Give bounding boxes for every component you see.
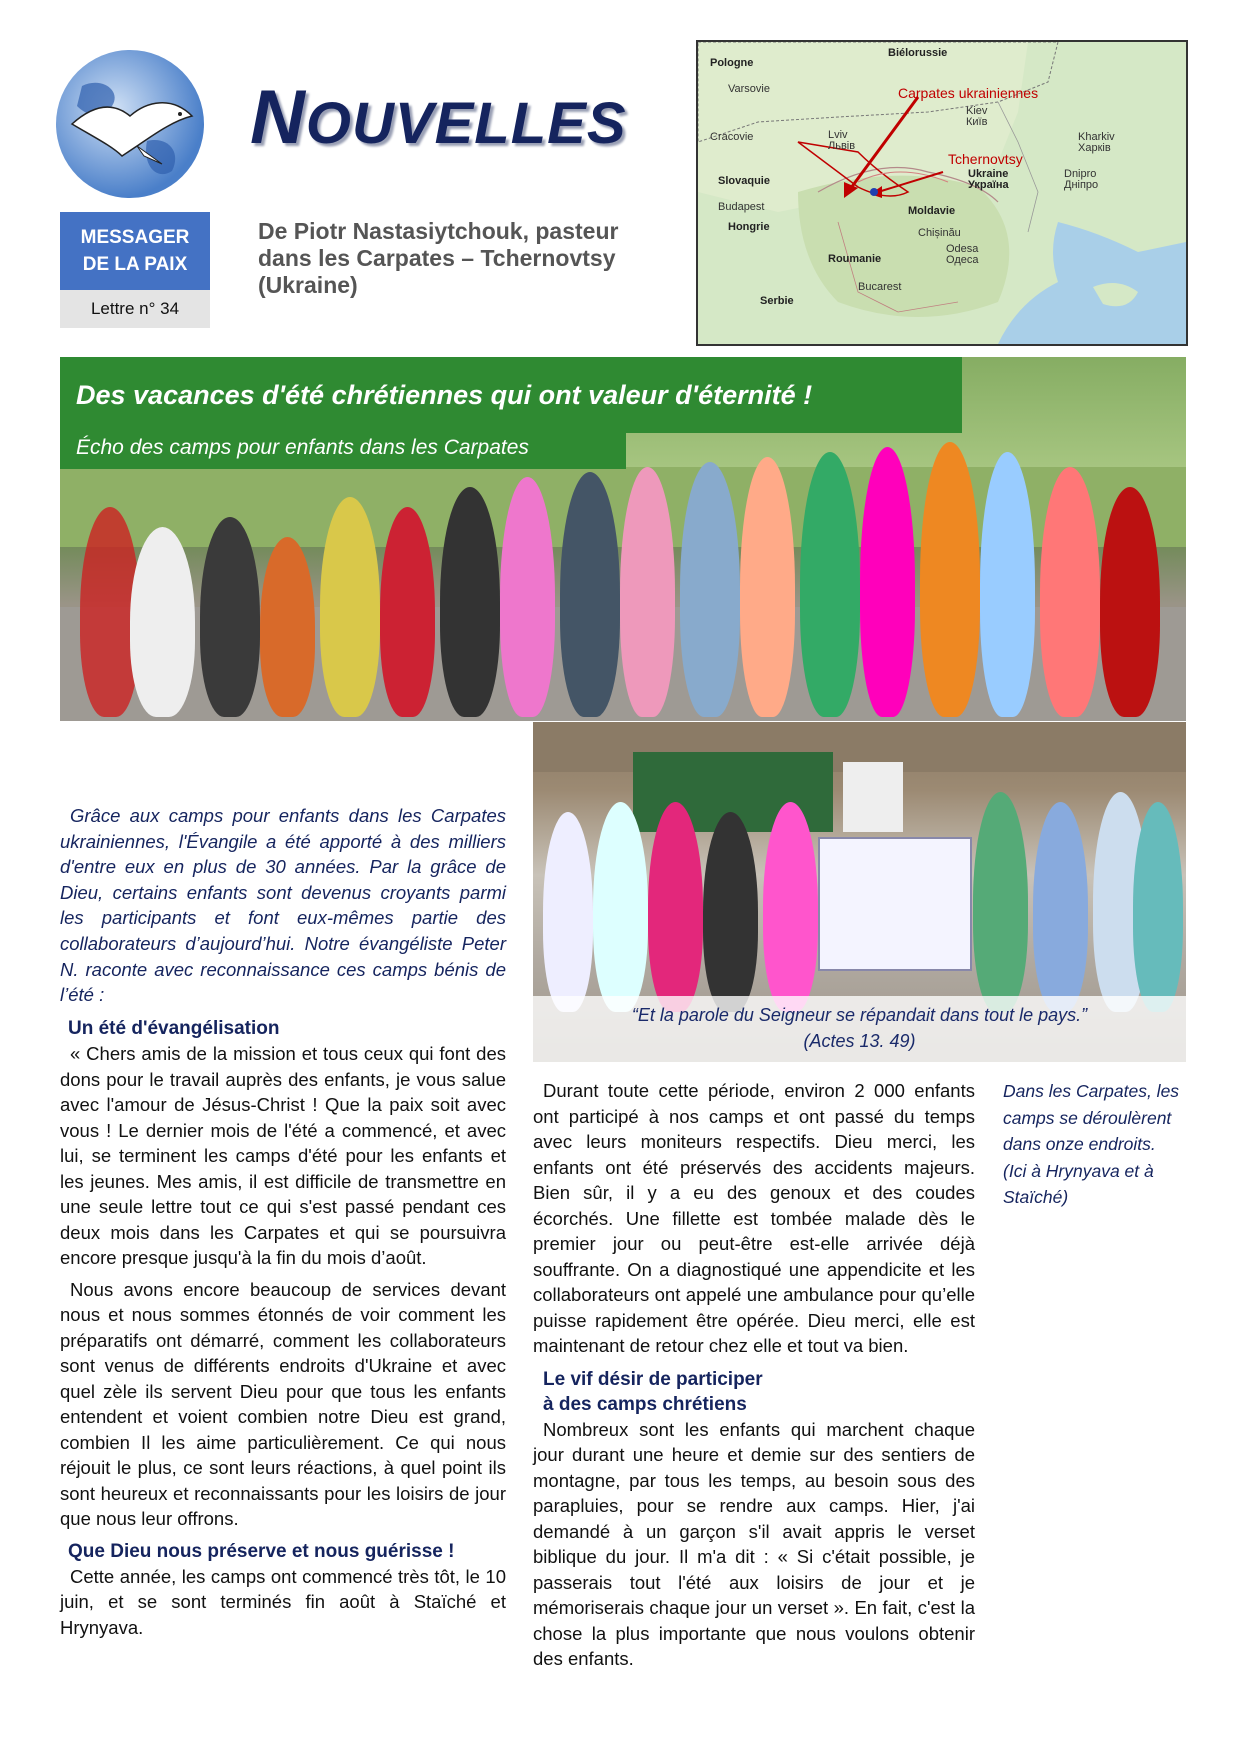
map-annotation-tchernovtsy: Tchernovtsy xyxy=(948,151,1023,167)
side-note: Dans les Carpates, les camps se déroulèrent dans onze endroits. (Ici à Hrynyava et à Staïché) xyxy=(1003,1081,1180,1207)
messager-line2: DE LA PAIX xyxy=(82,254,188,275)
map-label-cracovie: Cracovie xyxy=(710,131,754,143)
section-heading: Un été d'évangélisation xyxy=(68,1018,280,1039)
map-label-bucarest: Bucarest xyxy=(858,281,902,293)
map-annotation-carpates: Carpates ukrainiennes xyxy=(898,85,1039,101)
intro-paragraph: Grâce aux camps pour enfants dans les Carpates ukrainiennes, l'Évangile a été apporté à des milliers d'entre eux en plus de 30 années. Par la grâce de Dieu, certains enfants sont devenus croyants parmi les participants et font eux-mêmes partie des collaborateurs d’aujourd’hui. Notre évangéliste Peter N. raconte avec reconnaissance ces camps bénis de l’été : xyxy=(60,805,506,1006)
map-label-bielorussie: Biélorussie xyxy=(888,47,948,59)
logo xyxy=(52,46,208,202)
map-label-kharkiv: Kharkiv Харків xyxy=(1078,131,1115,154)
map-label-dnipro: Dnipro Дніпро xyxy=(1064,168,1099,191)
letter-number: Lettre n° 34 xyxy=(60,290,210,328)
map-label-hongrie: Hongrie xyxy=(728,221,770,233)
map-label-moldavie: Moldavie xyxy=(908,205,956,217)
article-subheadline: Écho des camps pour enfants dans les Carpates xyxy=(60,427,626,469)
page-title: NOUVELLES xyxy=(250,75,627,160)
caption-reference: (Actes 13. 49) xyxy=(803,1031,916,1051)
paragraph: Durant toute cette période, environ 2 000 enfants ont participé à nos camps et ont passé du temps avec leurs moniteurs respectifs. Dieu merci, les enfants ont été préservés des accidents majeurs. Bien sûr, il y a eu des genoux et des coudes écorchés. Une fillette est tombée malade dès le premier jour ou peut-être est-elle arrivée déjà souffrante. On a diagnostiqué une appendicite et les collaborateurs ont appelé une ambulance pour qu’elle puisse rapidement être opérée. Dieu merci, elle est maintenant de retour chez elle et tout va bien. xyxy=(533,1080,975,1356)
map-label-lviv: Lviv Львів xyxy=(828,129,856,152)
middle-column xyxy=(533,1078,975,1672)
dove-globe-icon xyxy=(52,46,208,202)
map-label-serbie: Serbie xyxy=(760,295,794,307)
author-line: De Piotr Nastasiytchouk, pasteur dans les Carpates – Tchernovtsy (Ukraine) xyxy=(258,218,619,298)
map-label-roumanie: Roumanie xyxy=(828,253,882,265)
map-label-chisinau: Chișinău xyxy=(918,227,961,239)
left-column xyxy=(60,1016,506,1640)
paragraph: Nous avons encore beaucoup de services devant nous et nous sommes étonnés de voir comment les préparatifs ont démarré, comment les collaborateurs sont venus de différents endroits d'Ukraine et avec quel zèle ils servent Dieu pour que tous les enfants entendent et voient combien notre Dieu est grand, combien Il les aime particulièrement. Ce qui nous réjouit le plus, ce sont leurs réactions, à quel point ils sont heureux et reconnaissants pour les loisirs de jour que nous leur offrons. xyxy=(60,1278,506,1529)
paragraph: Cette année, les camps ont commencé très tôt, le 10 juin, et se sont terminés fin août à Staïché et Hrynyava. xyxy=(60,1565,506,1638)
article-headline: Des vacances d'été chrétiennes qui ont valeur d'éternité ! xyxy=(60,357,962,433)
map-label-pologne: Pologne xyxy=(710,57,754,69)
messager-badge xyxy=(60,212,210,290)
section-heading: Le vif désir de participer à des camps chrétiens xyxy=(543,1368,763,1415)
section-heading: Que Dieu nous préserve et nous guérisse ! xyxy=(68,1540,455,1562)
map-label-kyiv: Kiev Київ xyxy=(966,105,988,128)
caption-quote: “Et la parole du Seigneur se répandait dans tout le pays.” xyxy=(631,1005,1088,1025)
map-label-slovaquie: Slovaquie xyxy=(718,175,770,187)
messager-line1: MESSAGER xyxy=(80,227,190,248)
map-label-varsovie: Varsovie xyxy=(728,83,770,95)
paragraph: Nombreux sont les enfants qui marchent chaque jour durant une heure et demie sur des sentiers de montagne, par tous les temps, au besoin sous des parapluies, pour se rendre aux camps. Hier, j'ai demandé à un garçon s'il avait appris le verset biblique du jour. Il m'a dit : « Si c'était possible, je passerais tout l'été aux loisirs de jour et je mémoriserais chaque jour un verset ». En fait, c'est la chose la plus importante que nous voulons obtenir des enfants. xyxy=(533,1418,975,1669)
map-label-budapest: Budapest xyxy=(718,201,765,213)
map xyxy=(696,40,1188,346)
photo-caption xyxy=(533,996,1186,1062)
paragraph: « Chers amis de la mission et tous ceux qui font des dons pour le travail auprès des enfants, je vous salue avec l'amour de Jésus-Christ ! Que la paix soit avec vous ! Le dernier mois de l'été a commencé, et avec lui, se terminent les camps d'été pour les enfants et les jeunes. Mes amis, il est difficile de transmettre en une seule lettre tout ce qui s'est passé pendant ces deux mois dans les Carpates et qui se poursuivra encore presque jusqu'à la fin du mois d’août. xyxy=(60,1043,506,1268)
map-label-ukraine: Ukraine Україна xyxy=(968,168,1009,191)
map-label-odesa: Odesa Одеса xyxy=(946,243,979,266)
